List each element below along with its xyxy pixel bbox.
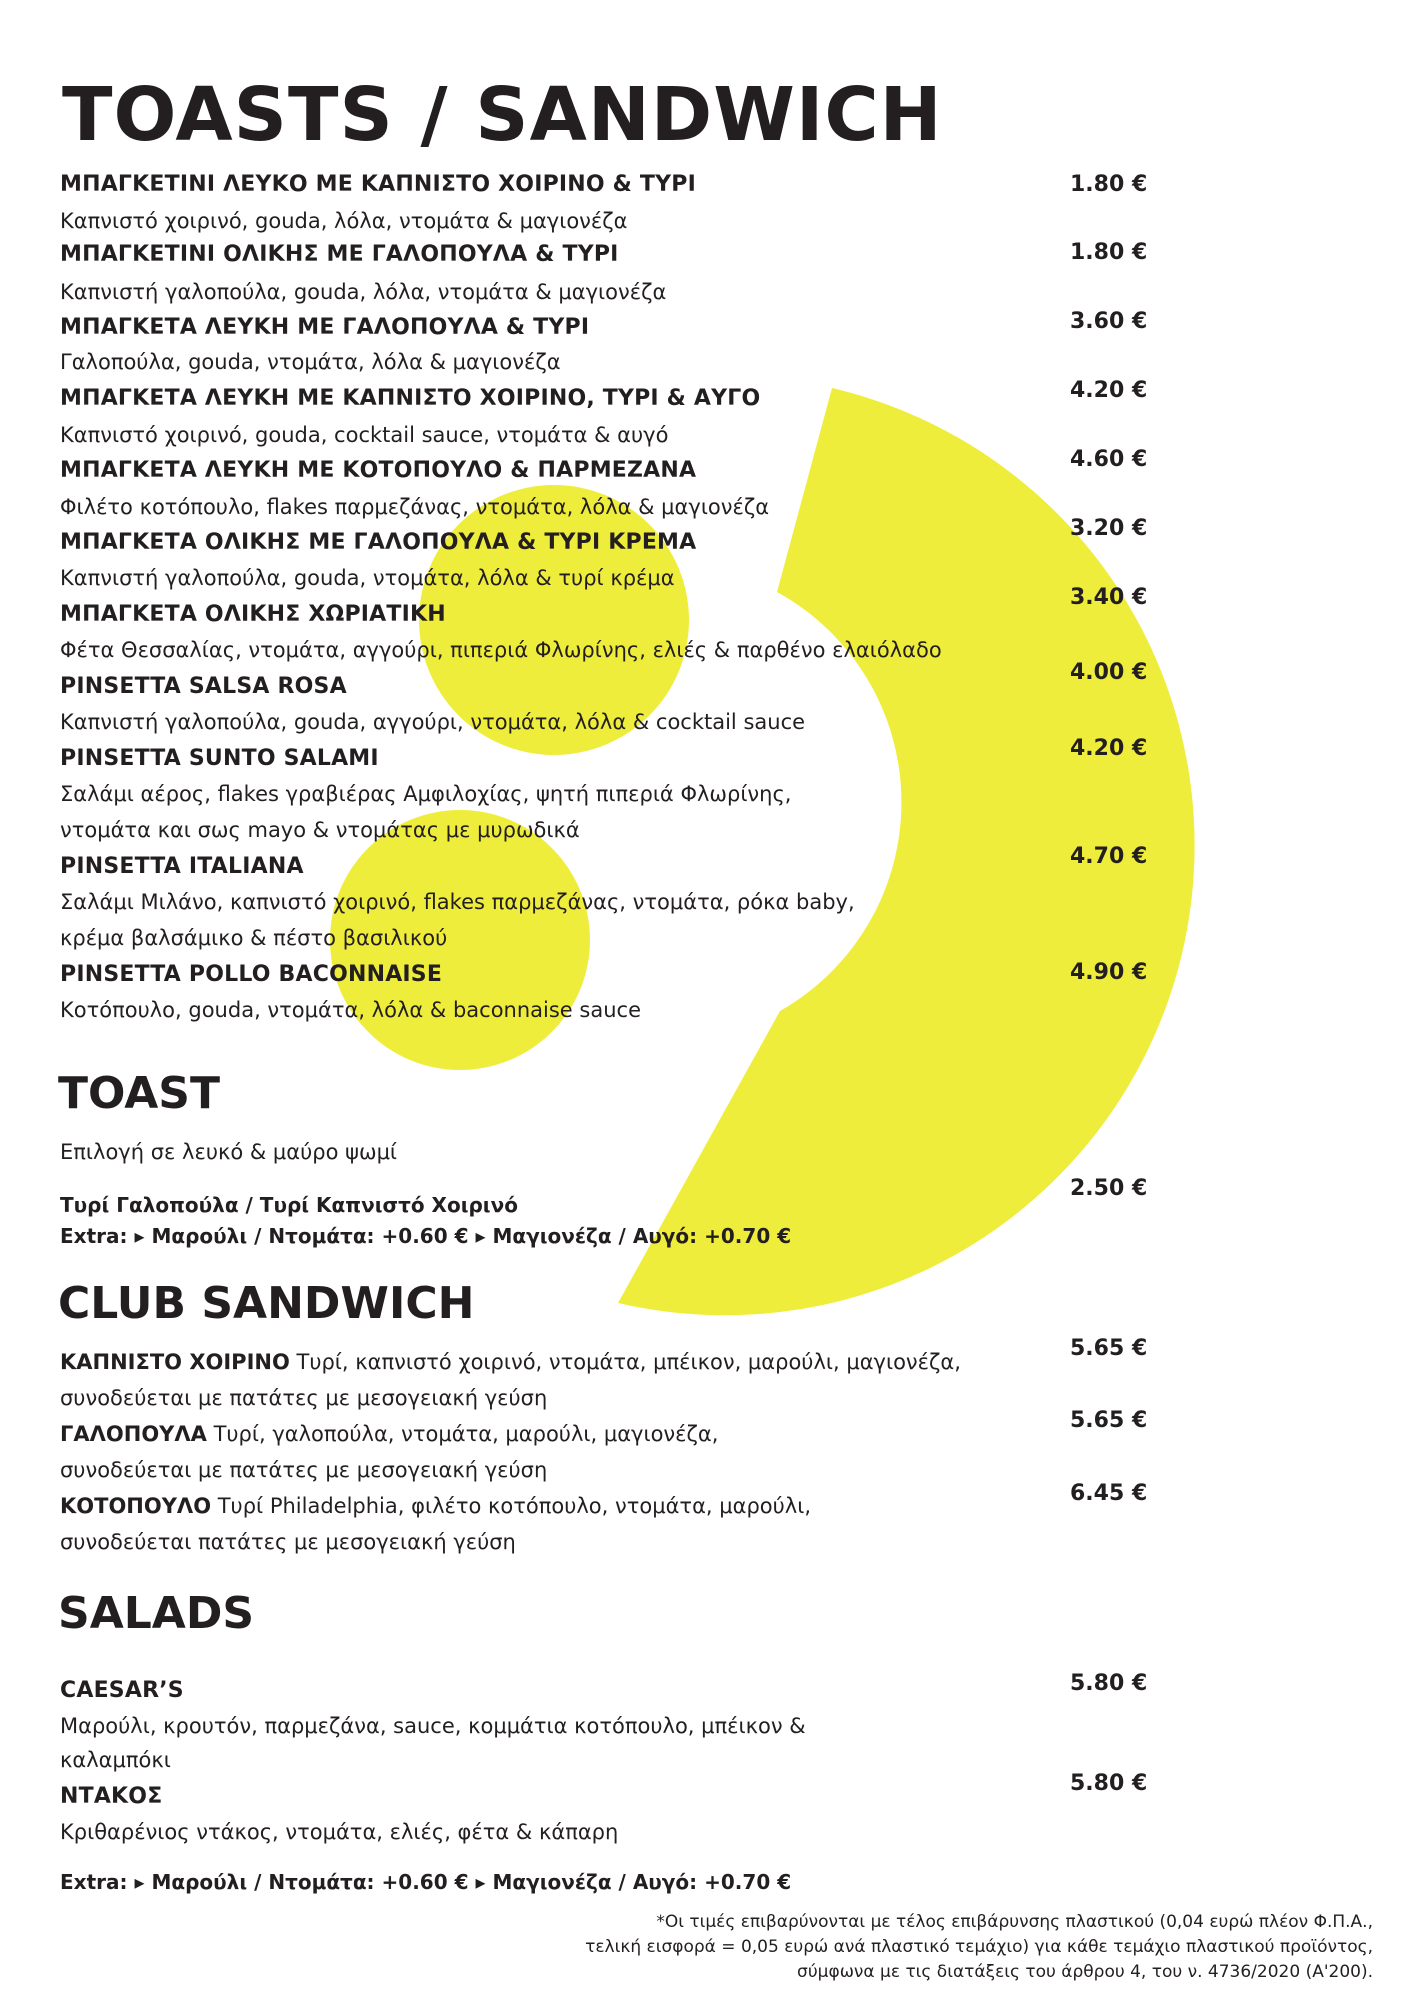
club-item-price: 6.45 €	[1070, 1481, 1148, 1506]
menu-item-price: 1.80 €	[1070, 240, 1148, 265]
menu-item-price: 3.60 €	[1070, 309, 1148, 334]
section-title-salads: SALADS	[58, 1588, 255, 1639]
menu-item-name: ΜΠΑΓΚΕΤΑ ΟΛΙΚΗΣ ΜΕ ΓΑΛΟΠΟΥΛΑ & ΤΥΡΙ ΚΡΕΜΑ	[60, 530, 697, 555]
arrow-icon: ▸	[134, 1224, 145, 1248]
menu-item-price: 3.20 €	[1070, 516, 1148, 541]
club-item-description: Τυρί Philadelphia, φιλέτο κοτόπουλο, ντομάτα, μαρούλι,	[217, 1494, 812, 1518]
menu-item-description: Σαλάμι αέρος, flakes γραβιέρας Αμφιλοχίας, ψητή πιπεριά Φλωρίνης,	[60, 782, 792, 806]
extra-option: Μαγιονέζα / Αυγό: +0.70 €	[492, 1870, 792, 1894]
menu-item-name: ΜΠΑΓΚΕΤΑ ΛΕΥΚΗ ΜΕ ΚΟΤΟΠΟΥΛΟ & ΠΑΡΜΕΖΑΝΑ	[60, 458, 697, 483]
salad-item-price: 5.80 €	[1070, 1671, 1148, 1696]
club-item	[60, 1350, 961, 1374]
menu-item-name: PINSETTA SALSA ROSA	[60, 674, 347, 699]
club-item	[60, 1422, 718, 1446]
club-item-description: συνοδεύεται με πατάτες με μεσογειακή γεύση	[60, 1458, 548, 1482]
menu-item-description: Γαλοπούλα, gouda, ντομάτα, λόλα & μαγιονέζα	[60, 350, 561, 374]
menu-item-price: 4.20 €	[1070, 736, 1148, 761]
footnote-line: *Οι τιμές επιβαρύνονται με τέλος επιβάρυνσης πλαστικού (0,04 ευρώ πλέον Φ.Π.Α.,	[656, 1912, 1373, 1932]
menu-item-description: Καπνιστή γαλοπούλα, gouda, λόλα, ντομάτα & μαγιονέζα	[60, 280, 667, 304]
club-item	[60, 1494, 811, 1518]
menu-item-description: Κοτόπουλο, gouda, ντομάτα, λόλα & baconnaise sauce	[60, 998, 641, 1022]
menu-item-description: Φιλέτο κοτόπουλο, flakes παρμεζάνας, ντομάτα, λόλα & μαγιονέζα	[60, 495, 770, 519]
menu-item-price: 4.20 €	[1070, 378, 1148, 403]
footnote-line: σύμφωνα με τις διατάξεις του άρθρου 4, του ν. 4736/2020 (Α'200).	[797, 1962, 1373, 1982]
club-item-description: Τυρί, καπνιστό χοιρινό, ντομάτα, μπέικον, μαρούλι, μαγιονέζα,	[296, 1350, 961, 1374]
menu-item-name: PINSETTA POLLO BACONNAISE	[60, 962, 443, 987]
menu-item-name: ΜΠΑΓΚΕΤΙΝΙ ΛΕΥΚΟ ΜΕ ΚΑΠΝΙΣΤΟ ΧΟΙΡΙΝΟ & ΤΥΡΙ	[60, 172, 696, 197]
extra-option: Μαρούλι / Ντομάτα: +0.60 €	[151, 1870, 469, 1894]
menu-item-name: PINSETTA ITALIANA	[60, 854, 304, 879]
club-item-name: ΚΟΤΟΠΟΥΛΟ	[60, 1494, 212, 1518]
club-item-name: ΓΑΛΟΠΟΥΛΑ	[60, 1422, 207, 1446]
menu-item-name: ΜΠΑΓΚΕΤΙΝΙ ΟΛΙΚΗΣ ΜΕ ΓΑΛΟΠΟΥΛΑ & ΤΥΡΙ	[60, 242, 619, 267]
arrow-icon: ▸	[475, 1224, 486, 1248]
menu-item-name: PINSETTA SUNTO SALAMI	[60, 746, 379, 771]
toast-subtitle: Επιλογή σε λευκό & μαύρο ψωμί	[60, 1140, 398, 1164]
toast-extras	[60, 1224, 791, 1248]
salad-item-name: CAESAR’S	[60, 1678, 184, 1703]
salad-item-description: Κριθαρένιος ντάκος, ντομάτα, ελιές, φέτα & κάπαρη	[60, 1820, 619, 1844]
menu-item-price: 4.90 €	[1070, 960, 1148, 985]
menu-item-price: 1.80 €	[1070, 172, 1148, 197]
salad-extras	[60, 1870, 791, 1894]
arrow-icon: ▸	[134, 1870, 145, 1894]
extra-option: Μαγιονέζα / Αυγό: +0.70 €	[492, 1224, 792, 1248]
extra-label: Extra:	[60, 1224, 128, 1248]
club-item-name: ΚΑΠΝΙΣΤΟ ΧΟΙΡΙΝΟ	[60, 1350, 290, 1374]
menu-item-description: κρέμα βαλσάμικο & πέστο βασιλικού	[60, 926, 448, 950]
club-item-description: Τυρί, γαλοπούλα, ντομάτα, μαρούλι, μαγιονέζα,	[213, 1422, 719, 1446]
club-item-description: συνοδεύεται με πατάτες με μεσογειακή γεύση	[60, 1386, 548, 1410]
extra-option: Μαρούλι / Ντομάτα: +0.60 €	[151, 1224, 469, 1248]
salad-item-description: Μαρούλι, κρουτόν, παρμεζάνα, sauce, κομμάτια κοτόπουλο, μπέικον &	[60, 1714, 806, 1738]
menu-item-price: 4.70 €	[1070, 844, 1148, 869]
menu-item-description: Καπνιστό χοιρινό, gouda, cocktail sauce, ντομάτα & αυγό	[60, 423, 669, 447]
menu-item-description: Καπνιστό χοιρινό, gouda, λόλα, ντομάτα & μαγιονέζα	[60, 209, 628, 233]
salad-item-name: ΝΤΑΚΟΣ	[60, 1784, 163, 1809]
club-item-description: συνοδεύεται πατάτες με μεσογειακή γεύση	[60, 1530, 516, 1554]
toast-price: 2.50 €	[1070, 1176, 1148, 1201]
section-title-toast: TOAST	[58, 1068, 220, 1119]
club-item-price: 5.65 €	[1070, 1336, 1148, 1361]
footnote-line: τελική εισφορά = 0,05 ευρώ ανά πλαστικό τεμάχιο) για κάθε τεμάχιο πλαστικού προϊόντος,	[585, 1937, 1373, 1957]
extra-label: Extra:	[60, 1870, 128, 1894]
menu-item-name: ΜΠΑΓΚΕΤΑ ΛΕΥΚΗ ΜΕ ΚΑΠΝΙΣΤΟ ΧΟΙΡΙΝΟ, ΤΥΡΙ & ΑΥΓΟ	[60, 386, 761, 411]
menu-item-description: Καπνιστή γαλοπούλα, gouda, αγγούρι, ντομάτα, λόλα & cocktail sauce	[60, 710, 806, 734]
menu-item-name: ΜΠΑΓΚΕΤΑ ΟΛΙΚΗΣ ΧΩΡΙΑΤΙΚΗ	[60, 602, 446, 627]
menu-item-description: Σαλάμι Μιλάνο, καπνιστό χοιρινό, flakes παρμεζάνας, ντομάτα, ρόκα baby,	[60, 890, 855, 914]
toast-item-name: Τυρί Γαλοπούλα / Τυρί Καπνιστό Χοιρινό	[60, 1193, 518, 1217]
menu-item-description: ντομάτα και σως mayo & ντομάτας με μυρωδικά	[60, 818, 580, 842]
club-item-price: 5.65 €	[1070, 1408, 1148, 1433]
section-title-club-sandwich: CLUB SANDWICH	[58, 1278, 475, 1329]
menu-item-price: 3.40 €	[1070, 585, 1148, 610]
menu-item-description: Καπνιστή γαλοπούλα, gouda, ντομάτα, λόλα & τυρί κρέμα	[60, 566, 675, 590]
menu-item-price: 4.00 €	[1070, 660, 1148, 685]
salad-item-price: 5.80 €	[1070, 1771, 1148, 1796]
menu-item-description: Φέτα Θεσσαλίας, ντομάτα, αγγούρι, πιπεριά Φλωρίνης, ελιές & παρθένο ελαιόλαδο	[60, 638, 942, 662]
salad-item-description: καλαμπόκι	[60, 1748, 171, 1772]
menu-item-name: ΜΠΑΓΚΕΤΑ ΛΕΥΚΗ ΜΕ ΓΑΛΟΠΟΥΛΑ & ΤΥΡΙ	[60, 315, 590, 340]
page-title: TOASTS / SANDWICH	[62, 72, 943, 158]
menu-item-price: 4.60 €	[1070, 447, 1148, 472]
arrow-icon: ▸	[475, 1870, 486, 1894]
